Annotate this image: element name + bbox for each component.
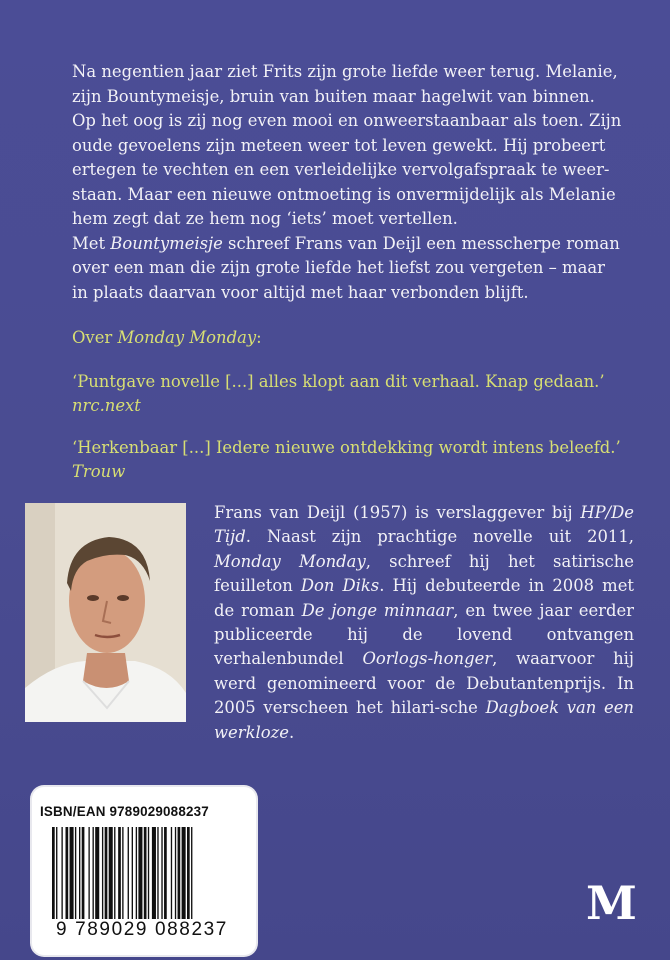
barcode-bar [56,827,57,919]
blurb-line: over een man die zijn grote liefde het liefst zou vergeten – maar [72,258,605,277]
review-quote [72,370,632,418]
review-text: ‘Herkenbaar [...] Iedere nieuwe ontdekking wordt intens beleefd.’ [72,438,621,457]
blurb-paragraph-1 [72,60,624,232]
barcode-bar [75,827,76,919]
blurb-line: zijn Bountymeisje, bruin van buiten maar hagelwit van binnen. [72,86,595,106]
barcode-bar [66,827,69,919]
barcode-icon [52,827,242,919]
bio-title: De jonge minnaar [301,600,454,620]
barcode-bar [118,827,121,919]
review-source: nrc.next [72,396,141,415]
blurb-line: ertegen te vechten en een verleidelijke vervolgafspraak te weer- [72,160,610,179]
barcode-bar [52,827,55,919]
barcode-bar [79,827,80,919]
blurb-line: oude gevoelens zijn meteen weer tot leven gewekt. Hij probeert [72,135,606,155]
bio-text: . Hij debuteerde in 2008 met de roman [214,576,634,620]
barcode-bar [138,827,142,919]
reviews-heading [72,328,262,347]
blurb-line: staan. Maar een nieuwe ontmoeting is onvermijdelijk als Melanie [72,184,616,204]
barcode-bar [157,827,158,919]
blurb-line: hem zegt dat ze hem nog ‘iets’ moet vertellen. [72,209,458,228]
bio-text: , schreef hij het satirische feuilleton [214,551,634,596]
barcode-bar [161,827,162,919]
bio-title: Dagboek van een werkloze [214,698,634,742]
barcode-bar [105,827,108,919]
review-text: ‘Puntgave novelle [...] alles klopt aan dit verhaal. Knap gedaan.’ [72,372,605,391]
bio-text: , en twee jaar eerder publiceerde hij de lovend ontvangen verhalenbundel [214,600,635,669]
barcode-bar [191,827,192,919]
bio-text: , waarvoor hij werd genomineerd voor de Debutantenprijs. In 2005 verscheen het hilari-sche [214,649,634,718]
bio-title: HP/De Tijd [214,503,634,547]
bio-text: Frans van Deijl (1957) is verslaggever bij [214,503,581,522]
barcode-bar [109,827,113,919]
publisher-logo: M [586,876,637,930]
blurb-line: Na negentien jaar ziet Frits zijn grote liefde weer terug. Melanie, [72,62,618,81]
bio-title: Don Diks [300,576,380,596]
barcode-bar [178,827,181,919]
barcode-bar [93,827,94,919]
barcode-bar [148,827,149,919]
author-portrait-icon [25,503,186,722]
barcode-bar [132,827,133,919]
barcode-bar [95,827,99,919]
book-title: Bountymeisje [110,233,223,253]
barcode-bar [70,827,74,919]
review-source: Trouw [72,462,126,481]
blurb-text: schreef Frans van Deijl een messcherpe roman [222,233,620,253]
author-bio [214,501,634,745]
barcode-bar [175,827,176,919]
barcode-bar [128,827,129,919]
blurb-paragraph-2 [72,232,624,306]
barcode-bar [164,827,167,919]
blurb [72,60,624,305]
barcode-bar [102,827,103,919]
bio-text: . [288,722,295,742]
barcode-bar [187,827,190,919]
barcode-bar [82,827,85,919]
bio-text: . Naast zijn prachtige novelle uit 2011, [245,527,634,547]
barcode-bar [144,827,147,919]
barcode-bar [114,827,115,919]
blurb-text: Met [72,233,111,253]
barcode-number: 9 789029 088237 [56,919,228,940]
isbn-sticker [32,787,256,955]
reviews-heading-title: Monday Monday [117,328,257,347]
barcode-bar [122,827,123,919]
review-quote [72,436,632,484]
barcode-bar [152,827,156,919]
author-photo [25,503,186,722]
bio-title: Oorlogs-honger [362,649,493,669]
blurb-line: in plaats daarvan voor altijd met haar verbonden blijft. [72,282,529,302]
barcode-bar [88,827,89,919]
reviews-heading-prefix: Over [72,328,118,347]
barcode-bar [61,827,62,919]
reviews-heading-suffix: : [256,328,262,347]
isbn-label: ISBN/EAN 9789029088237 [40,804,209,819]
barcode-bar [136,827,137,919]
barcode-bar [171,827,172,919]
barcode-bar [182,827,186,919]
bio-title: Monday Monday [214,551,366,571]
blurb-line: Op het oog is zij nog even mooi en onweerstaanbaar als toen. Zijn [72,111,622,130]
